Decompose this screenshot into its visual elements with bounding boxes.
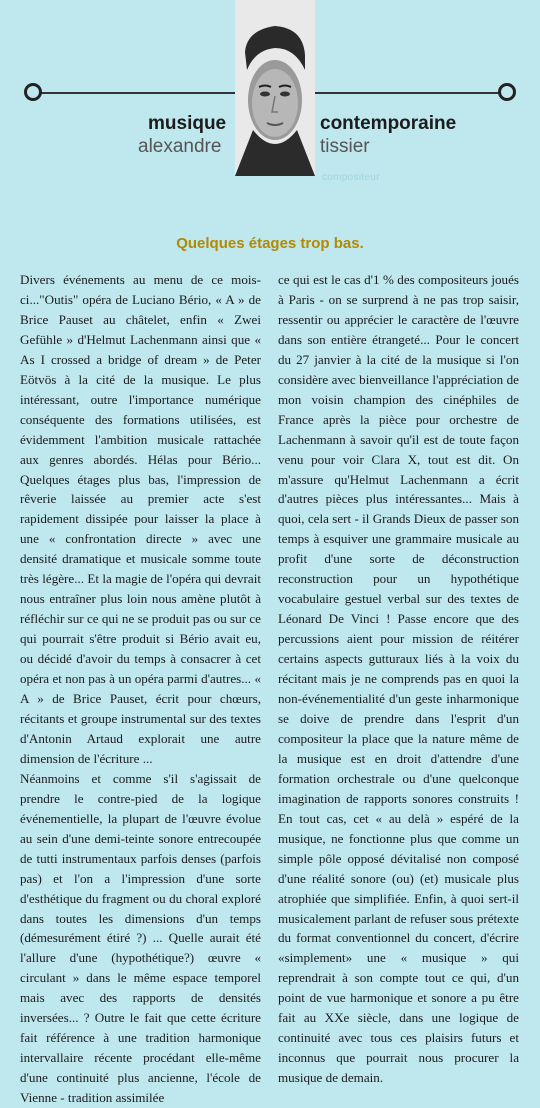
article-column-left bbox=[20, 270, 261, 1108]
article-paragraph: Néanmoins et comme s'il s'agissait de prendre le contre-pied de la logique événementielle, la plupart de l'œuvre évolue au sein d'une demi-teinte sonore entrecoupée de tutti instrumentaux parfois denses (parfois pas) et l'on a l'impression d'une sorte d'esthétique du fragment ou du choral exploré dans toutes les dimensions d'un temps (démesurément étiré ?) ... Quelle aurait été l'allure d'une (hypothétique?) œuvre « circulant » dans le même espace temporel mais avec des rapports de densités inversées... ? Outre le fait que cette écriture fait référence à une tradition harmonique intervallaire récente procédant elle-même d'une continuité plus ancienne, l'école de Vienne - tradition assimilée bbox=[20, 770, 261, 1106]
article-paragraph: ce qui est le cas d'1 % des compositeurs joués à Paris - on se surprend à ne pas trop saisir, ressentir ou apprécier le caractère de l'œuvre dans son entière étrangeté... Pour le concert du 27 janvier à la cité de la musique si l'on considère avec bienveillance l'appréciation de mon voisin champion des cinéphiles de France après la pièce pour orchestre de Lachenmann à savoir qu'il est de toute façon venu pour voir Clara X, tout est dit. On m'assure qu'Helmut Lachenmann a écrit d'autres pièces plus intéressantes... Mais à quoi, cela sert - il Grands Dieux de passer son temps à esquiver une grammaire musicale au profit d'une sorte de déconstruction reconstruction pour un hypothétique vocabulaire gestuel verbal sur des textes de Léonard De Vinci ! Passe encore que des percussions aient pour mission de réitérer certains aspects gutturaux liés à la voix du récitant mais je ne comprends pas en quoi la non-événementialité d'un geste inharmonique se doive de prendre dans l'esprit d'un compositeur la place que la nature même de la musique est en droit d'attendre d'une formation orchestrale ou d'une quelconque imagination de rapports sonores construits ! En tout cas, cet « au delà » espéré de la musique, ne fonctionne plus que comme un simple pôle opposé dévitalisé non composé d'une réalité sonore (ou) (et) musicale plus atrophiée que simplifiée. Enfin, à quoi sert-il musicalement parlant de refuser sous prétexte du format conventionnel du concert, d'écrire «simplement» une « musique » qui reprendrait à son compte tout ce qui, d'un point de vue harmonique et sonore a pu être fait au XXe siècle, dans une logique de continuité avec tous ces plaisirs futurs et inconnus que pourrait nous procurer la musique de demain. bbox=[278, 272, 519, 1086]
right-circle-icon bbox=[498, 83, 516, 101]
portrait-photo bbox=[235, 0, 315, 176]
article-title: Quelques étages trop bas. bbox=[176, 235, 364, 252]
author-first-name: alexandre bbox=[138, 136, 222, 157]
article-column-right bbox=[278, 270, 519, 1088]
column-title-right: contemporaine bbox=[320, 113, 457, 134]
author-role-tag: compositeur bbox=[322, 172, 380, 183]
article-paragraph: Divers événements au menu de ce mois-ci..."Outis" opéra de Luciano Bério, « A » de Brice Pauset au châtelet, enfin « Zwei Gefühle » d'Helmut Lachenmann ainsi que « As I crossed a bridge of dream » de Peter Eötvös à la cité de la musique. Le plus intéressant, outre l'importance numérique conséquente des formations utilisées, est évidemment l'ambition musicale rattachée aux genres abordés. Hélas pour Bério... Quelques étages plus bas, l'impression de rêverie laissée au premier acte s'est rapidement dissipée pour laisser la place à une « confrontation directe » avec une densité dramatique et musicale somme toute très légère... Et la magie de l'opéra qui devrait nous entraîner plus loin nous amène plutôt à réfléchir sur ce qui ne se produit pas ou sur ce qui pourrait s'être produit si Bério avait eu, ou décidé d'avoir du temps à consacrer à cet opéra et non pas à un opéra parmi d'autres... « A » de Brice Pauset, écrit pour chœurs, récitants et groupe instrumental sur des textes d'Antonin Artaud explorait une autre dimension de l'écriture ... bbox=[20, 272, 261, 766]
column-title-left: musique bbox=[148, 113, 227, 134]
author-last-name: tissier bbox=[320, 136, 370, 157]
left-circle-icon bbox=[24, 83, 42, 101]
